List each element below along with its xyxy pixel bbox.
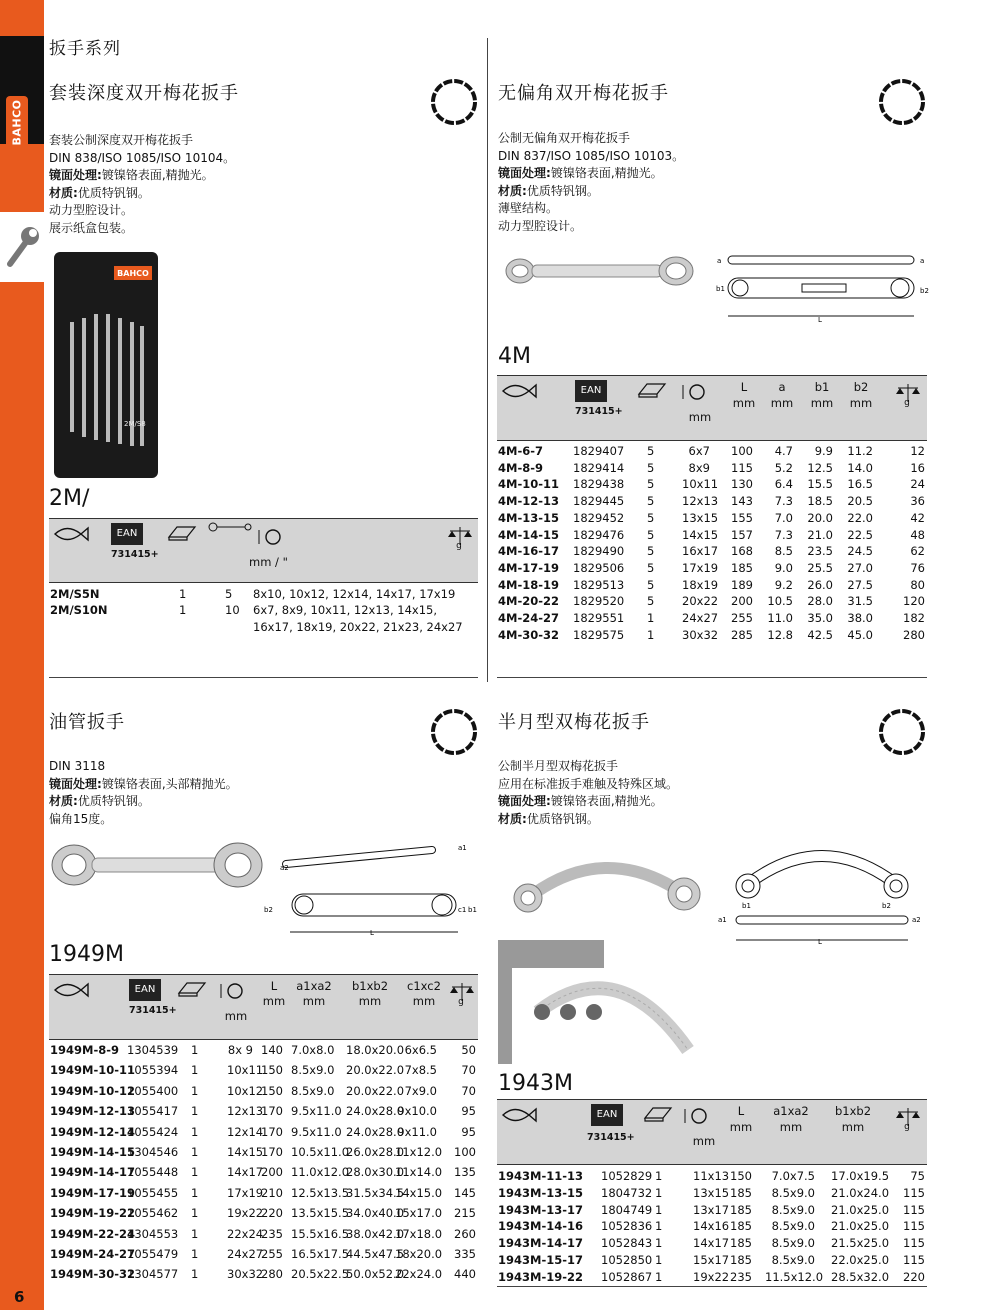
table-row: 4M-18-19 1829513 5 18x19 189 9.2 26.0 27.5 80 — [498, 577, 925, 592]
svg-text:b1: b1 — [742, 902, 751, 910]
table-row: 4M-13-15 1829452 5 13x15 155 7.0 20.0 22.0 42 — [498, 510, 925, 525]
series-title: 扳手系列 — [49, 39, 121, 59]
ring-size-icon — [681, 1106, 713, 1126]
table-row: 4M-17-19 1829506 5 17x19 185 9.0 25.5 27.0 76 — [498, 560, 925, 575]
table-row: 1949M-12-14 1055424 1 12x14 170 9.5x11.0 24.0x28.0 9x11.0 95 — [50, 1124, 476, 1139]
table-row: 1949M-22-24 1304553 1 22x24 235 15.5x16.5 38.0x42.0 17x18.0 260 — [50, 1226, 476, 1241]
ean-prefix: 731415+ — [129, 1005, 177, 1016]
table-row: 1949M-14-17 1055448 1 14x17 200 11.0x12.0 28.0x30.0 11x14.0 135 — [50, 1165, 476, 1180]
ean-badge: EAN — [591, 1104, 623, 1126]
svg-text:b1: b1 — [716, 285, 725, 293]
ean-prefix: 731415+ — [111, 549, 159, 560]
ean-badge: EAN — [111, 523, 143, 545]
wrench-tab — [0, 212, 44, 282]
table-row: 4M-14-15 1829476 5 14x15 157 7.3 21.0 22.5 48 — [498, 527, 925, 542]
s1949-table-header: EAN 731415+ mm L mm a1xa2 mm b1xb2 mm c1xc2 mm g — [49, 974, 478, 1040]
table-row: 1943M-19-22 1052867 1 19x22 235 11.5x12.0 28.5x32.0 220 — [498, 1269, 925, 1284]
s1943-product-image — [508, 850, 708, 920]
table-row: 4M-24-27 1829551 1 24x27 255 11.0 35.0 38.0 182 — [498, 611, 925, 625]
package-icon — [643, 1104, 673, 1122]
svg-text:BAHCO: BAHCO — [117, 269, 149, 278]
s1943-description: 公制半月型双梅花扳手 应用在标准扳手难触及特殊区域。 镜面处理:镀镍铬表面,精抛光。 材质:优质铬钒钢。 — [498, 759, 679, 826]
ean-prefix: 731415+ — [575, 406, 623, 417]
s1943-bottom-line — [497, 1286, 927, 1287]
svg-text:2M/S8: 2M/S8 — [124, 420, 146, 428]
s4m-code: 4M — [498, 344, 531, 369]
table-row: 2M/S5N 1 5 8x10, 10x12, 12x14, 14x17, 17x19 — [50, 587, 456, 601]
table-row: 1949M-8-9 1304539 1 8x 9 140 7.0x8.0 18.0x20.0 6x6.5 50 — [50, 1043, 476, 1057]
s2m-col-mm: mm / " — [249, 555, 288, 569]
table-row: 4M-6-7 1829407 5 6x7 100 4.7 9.9 11.2 12 — [498, 444, 925, 458]
table-row: 1949M-19-22 1055462 1 19x22 220 13.5x15.5 34.0x40.0 15x17.0 215 — [50, 1206, 476, 1221]
s1949-ring-icon — [430, 708, 480, 758]
s4m-dimension-drawing — [714, 248, 932, 324]
svg-text:b2: b2 — [882, 902, 891, 910]
bahco-logo: BAHCO — [6, 96, 28, 156]
ean-badge: EAN — [575, 380, 607, 402]
table-row: 4M-16-17 1829490 5 16x17 168 8.5 23.5 24.5 62 — [498, 544, 925, 559]
svg-text:a: a — [717, 257, 722, 265]
s4m-section-divider — [497, 677, 927, 678]
s1949-description: DIN 3118 镜面处理:镀镍铬表面,头部精抛光。 材质:优质特钒钢。 偏角15度。 — [49, 759, 238, 826]
s1943-table-header: EAN 731415+ mm L mm a1xa2 mm b1xb2 mm g — [497, 1099, 927, 1165]
svg-text:L: L — [818, 938, 822, 946]
fish-icon — [501, 382, 537, 400]
ring-size-icon — [679, 382, 711, 402]
table-row: 1943M-15-17 1052850 1 15x17 185 8.5x9.0 22.0x25.0 115 — [498, 1253, 925, 1267]
table-row: 1943M-11-13 1052829 1 11x13 150 7.0x7.5 17.0x19.5 75 — [498, 1169, 925, 1183]
table-row: 4M-20-22 1829520 5 20x22 200 10.5 28.0 31.5 120 — [498, 594, 925, 609]
s2m-description: 套装公制深度双开梅花扳手 DIN 838/ISO 1085/ISO 10104。 镜面处理:镀镍铬表面,精抛光。 材质:优质特钒钢。 动力型腔设计。 展示纸盒包装。 — [49, 133, 236, 235]
table-row: 1949M-14-15 1304546 1 14x15 170 10.5x11.0 26.0x28.0 11x12.0 100 — [50, 1145, 476, 1159]
table-row: 1943M-13-15 1804732 1 13x15 185 8.5x9.0 21.0x24.0 115 — [498, 1185, 925, 1200]
table-row: 1949M-10-11 1055394 1 10x11 150 8.5x9.0 20.0x22.0 7x8.5 70 — [50, 1063, 476, 1078]
s4m-table-header: EAN 731415+ mm L mm a mm b1 mm b2 mm g — [497, 375, 927, 441]
s1949-title: 油管扳手 — [49, 712, 125, 733]
s1943-code: 1943M — [498, 1071, 573, 1096]
page-number: 6 — [14, 1288, 25, 1306]
s2m-ring-icon — [430, 78, 480, 128]
s4m-product-image — [500, 254, 700, 288]
svg-text:a2: a2 — [280, 864, 289, 872]
svg-text:b2: b2 — [920, 287, 929, 295]
table-row: 1943M-14-17 1052843 1 14x17 185 8.5x9.0 21.5x25.0 115 — [498, 1236, 925, 1251]
svg-text:b1: b1 — [468, 906, 477, 914]
table-row: 16x17, 18x19, 20x22, 21x23, 24x27 — [253, 620, 463, 634]
wrench-outline-icon — [207, 521, 253, 533]
s4m-ring-icon — [878, 78, 928, 128]
svg-text:a: a — [920, 257, 925, 265]
s4m-description: 公制无偏角双开梅花扳手 DIN 837/ISO 1085/ISO 10103。 镜面处理:镀镍铬表面,精抛光。 材质:优质特钒钢。 薄壁结构。 动力型腔设计。 — [498, 131, 685, 233]
table-row: 1949M-10-12 1055400 1 10x12 150 8.5x9.0 20.0x22.0 7x9.0 70 — [50, 1083, 476, 1098]
s1943-dimension-drawing — [712, 848, 932, 948]
s1943-usage-image — [498, 940, 722, 1064]
sidebar-strip — [0, 0, 44, 1310]
package-icon — [177, 979, 207, 997]
s1943-ring-icon — [878, 708, 928, 758]
svg-text:L: L — [818, 316, 822, 324]
table-row: 1943M-14-16 1052836 1 14x16 185 8.5x9.0 21.0x25.0 115 — [498, 1219, 925, 1234]
svg-text:b2: b2 — [264, 906, 273, 914]
svg-text:a1: a1 — [718, 916, 727, 924]
fish-icon — [53, 981, 89, 999]
svg-text:c1: c1 — [458, 906, 467, 914]
fish-icon — [501, 1106, 537, 1124]
brand-block — [0, 36, 44, 144]
s1949-dimension-drawing — [262, 834, 478, 938]
s2m-code: 2M/ — [49, 486, 90, 511]
table-row: 1949M-24-27 1055479 1 24x27 255 16.5x17.5 44.5x47.5 18x20.0 335 — [50, 1247, 476, 1261]
ean-prefix: 731415+ — [587, 1132, 635, 1143]
package-icon — [637, 380, 667, 398]
package-icon — [167, 523, 197, 541]
ean-badge: EAN — [129, 979, 161, 1001]
table-row: 4M-10-11 1829438 5 10x11 130 6.4 15.5 16.5 24 — [498, 477, 925, 492]
fish-icon — [53, 525, 89, 543]
svg-text:a1: a1 — [458, 844, 467, 852]
s1943-title: 半月型双梅花扳手 — [498, 712, 650, 733]
s2m-table-header: EAN 731415+ mm / " g — [49, 518, 478, 583]
table-row: 4M-8-9 1829414 5 8x9 115 5.2 12.5 14.0 16 — [498, 460, 925, 475]
s2m-product-image — [54, 252, 158, 478]
table-row: 1949M-12-13 1055417 1 12x13 170 9.5x11.0 24.0x28.0 9x10.0 95 — [50, 1104, 476, 1119]
table-row: 4M-30-32 1829575 1 30x32 285 12.8 42.5 45.0 280 — [498, 627, 925, 642]
s2m-title: 套装深度双开梅花扳手 — [49, 83, 239, 104]
table-row: 2M/S10N 1 10 6x7, 8x9, 10x11, 12x13, 14x15, — [50, 603, 437, 617]
s2m-section-divider — [49, 677, 478, 678]
table-row: 1949M-17-19 1055455 1 17x19 210 12.5x13.5 31.5x34.5 14x15.0 145 — [50, 1185, 476, 1200]
wrench-icon — [0, 212, 44, 282]
svg-text:L: L — [370, 929, 374, 937]
s1949-product-image — [48, 840, 264, 890]
table-row: 1949M-30-32 1304577 1 30x32 280 20.5x22.5 50.0x52.0 22x24.0 440 — [50, 1267, 476, 1282]
table-row: 4M-12-13 1829445 5 12x13 143 7.3 18.5 20.5 36 — [498, 494, 925, 509]
s1949-code: 1949M — [49, 942, 124, 967]
s4m-title: 无偏角双开梅花扳手 — [498, 83, 669, 104]
column-divider — [487, 38, 488, 682]
svg-text:a2: a2 — [912, 916, 921, 924]
ring-size-icon — [255, 527, 287, 547]
table-row: 1943M-13-17 1804749 1 13x17 185 8.5x9.0 21.0x25.0 115 — [498, 1202, 925, 1217]
ring-size-icon — [217, 981, 249, 1001]
